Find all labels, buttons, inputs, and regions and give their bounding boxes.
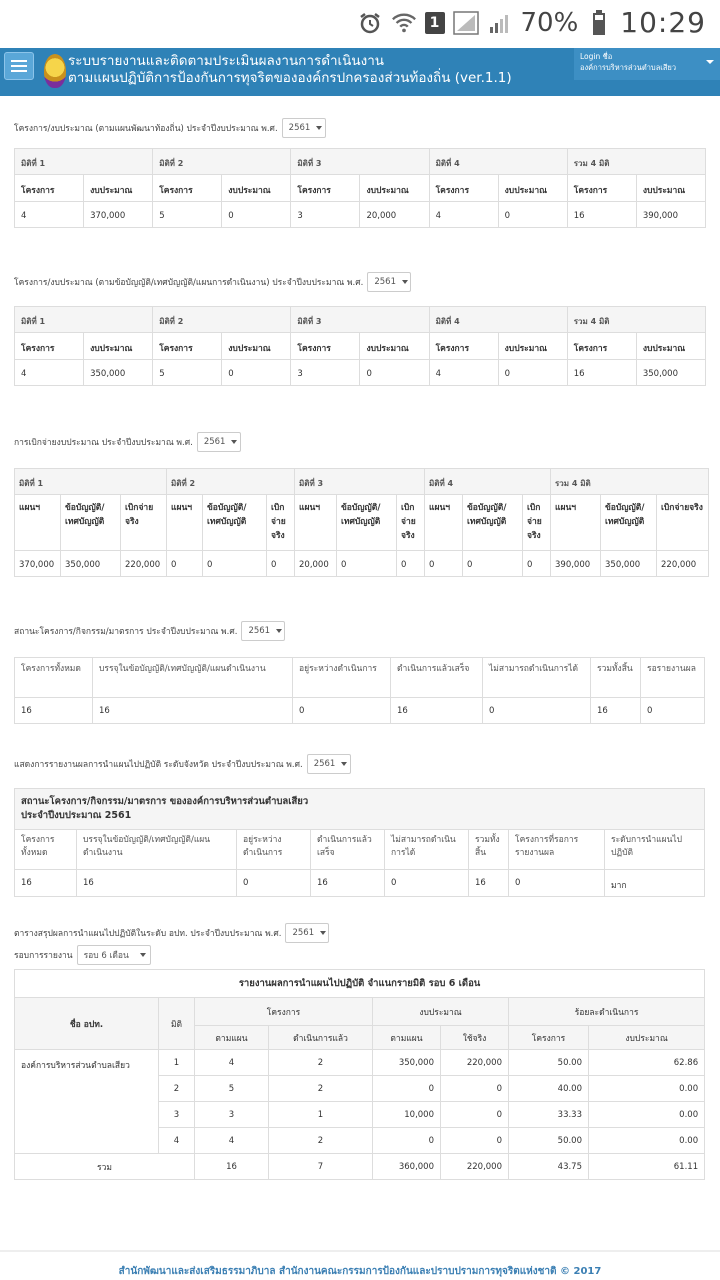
col-header: เบิกจ่ายจริง: [121, 495, 167, 551]
cell: 16: [567, 360, 636, 386]
cell: 220,000: [441, 1154, 509, 1180]
section6-year-select[interactable]: [285, 923, 329, 943]
col-header: โครงการ: [15, 175, 84, 202]
battery-icon: [586, 10, 612, 36]
summary-table: [14, 969, 705, 1180]
cell: 4: [15, 202, 84, 228]
col-header: ตามแผน: [195, 1026, 269, 1050]
login-label: Login ชื่อ: [580, 52, 613, 61]
cell: 0: [203, 551, 267, 577]
table-row: [15, 698, 705, 724]
col-header: โครงการ: [567, 333, 636, 360]
table-row: [15, 1050, 705, 1076]
col-header: โครงการ: [429, 333, 498, 360]
cell: 390,000: [551, 551, 601, 577]
col-header: ดำเนินการแล้วเสร็จ: [391, 658, 483, 698]
section3-year-select[interactable]: [197, 432, 241, 452]
cell: 0.00: [589, 1076, 705, 1102]
cell: 350,000: [61, 551, 121, 577]
col-header: เบิกจ่ายจริง: [267, 495, 295, 551]
caption-line1: สถานะโครงการ/กิจกรรม/มาตรการ ขององค์การบริหารส่วนตำบลเสียว: [21, 796, 309, 807]
cell: 0: [167, 551, 203, 577]
col-header: โครงการที่รอการรายงานผล: [509, 830, 605, 870]
section4-label: สถานะโครงการ/กิจกรรม/มาตรการ ประจำปีงบประมาณ พ.ศ.: [14, 627, 238, 637]
group-header: มิติที่ 1: [15, 149, 153, 175]
col-header: อยู่ระหว่างดำเนินการ: [293, 658, 391, 698]
cell: 61.11: [589, 1154, 705, 1180]
cell: 0: [509, 870, 605, 897]
caret-down-icon: [341, 762, 347, 766]
cell: 220,000: [657, 551, 709, 577]
cell: 0: [425, 551, 463, 577]
cell: 16: [195, 1154, 269, 1180]
section2-year-select[interactable]: [367, 272, 411, 292]
cell: 0: [523, 551, 551, 577]
cell: 16: [15, 698, 93, 724]
round-filter: [14, 945, 706, 965]
cell: 33.33: [509, 1102, 589, 1128]
cell: 350,000: [373, 1050, 441, 1076]
battery-percent: 70%: [520, 7, 579, 38]
year-value: 2561: [292, 928, 315, 938]
cell: 220,000: [121, 551, 167, 577]
section2-filter: [14, 272, 706, 292]
col-header: ระดับการนำแผนไปปฏิบัติ: [605, 830, 705, 870]
signal-2-icon: [487, 10, 513, 36]
section4-year-select[interactable]: [241, 621, 285, 641]
col-header: โครงการ: [153, 175, 222, 202]
col-header: ดำเนินการแล้ว: [269, 1026, 373, 1050]
total-row: [15, 1154, 705, 1180]
group-header: โครงการ: [195, 998, 373, 1026]
col-header: ไม่สามารถดำเนินการได้: [483, 658, 591, 698]
group-header: มิติที่ 2: [153, 149, 291, 175]
col-header: อยู่ระหว่างดำเนินการ: [237, 830, 311, 870]
cell: 4: [195, 1128, 269, 1154]
cell: 16: [567, 202, 636, 228]
section5-filter: [14, 754, 706, 774]
col-header: งบประมาณ: [360, 333, 429, 360]
cell: 4: [429, 202, 498, 228]
cell: 1: [269, 1102, 373, 1128]
cell: 370,000: [15, 551, 61, 577]
col-header: โครงการ: [15, 333, 84, 360]
cell: 2: [269, 1076, 373, 1102]
col-header: งบประมาณ: [222, 333, 291, 360]
group-header: มิติที่ 2: [153, 307, 291, 333]
col-header: บรรจุในข้อบัญญัติ/เทศบัญญัติ/แผนดำเนินงาน: [93, 658, 293, 698]
col-header: โครงการทั้งหมด: [15, 658, 93, 698]
cell: 220,000: [441, 1050, 509, 1076]
group-header: มิติที่ 2: [167, 469, 295, 495]
table-row: [15, 202, 706, 228]
cell: 16: [15, 870, 77, 897]
cell: 0: [293, 698, 391, 724]
cell: 20,000: [360, 202, 429, 228]
cell: 40.00: [509, 1076, 589, 1102]
summary-table-title: รายงานผลการนำแผนไปปฏิบัติ จำแนกรายมิติ รอบ 6 เดือน: [15, 970, 705, 998]
round-select[interactable]: [77, 945, 151, 965]
cell: 0: [337, 551, 397, 577]
cell: 0.00: [589, 1102, 705, 1128]
caret-down-icon: [320, 931, 326, 935]
cell: 3: [195, 1102, 269, 1128]
alarm-icon: [357, 10, 383, 36]
cell: 0: [441, 1128, 509, 1154]
table-caption: [15, 789, 705, 830]
col-header: งบประมาณ: [636, 333, 705, 360]
cell: 370,000: [84, 202, 153, 228]
org-name-cell: องค์การบริหารส่วนตำบลเสียว: [15, 1050, 159, 1154]
col-header: ตามแผน: [373, 1026, 441, 1050]
group-header: มิติที่ 3: [295, 469, 425, 495]
section2-table: [14, 306, 706, 386]
cell: 0: [385, 870, 469, 897]
col-header: แผนฯ: [295, 495, 337, 551]
cell: 0: [498, 202, 567, 228]
section2-label: โครงการ/งบประมาณ (ตามข้อบัญญัติ/เทศบัญญัติ/แผนการดำเนินงาน) ประจำปีงบประมาณ พ.ศ.: [14, 278, 364, 288]
group-header: งบประมาณ: [373, 998, 509, 1026]
col-header: งบประมาณ: [589, 1026, 705, 1050]
group-header: มิติที่ 3: [291, 307, 429, 333]
cell: 16: [77, 870, 237, 897]
section5-year-select[interactable]: [307, 754, 351, 774]
table-row: [15, 360, 706, 386]
cell: 2: [269, 1050, 373, 1076]
col-header: โครงการ: [429, 175, 498, 202]
section4-table: [14, 657, 705, 724]
year-value: 2561: [248, 626, 271, 636]
cell: 4: [159, 1128, 195, 1154]
app-header: [0, 48, 720, 96]
status-bar: [0, 0, 720, 48]
cell: 350,000: [636, 360, 705, 386]
col-header: แผนฯ: [425, 495, 463, 551]
cell: 0: [641, 698, 705, 724]
group-header: ร้อยละดำเนินการ: [509, 998, 705, 1026]
emblem-logo: [44, 54, 66, 88]
round-value: รอบ 6 เดือน: [83, 951, 129, 961]
section6-label: ตารางสรุปผลการนำแผนไปปฏิบัติในระดับ อปท. ประจำปีงบประมาณ พ.ศ.: [14, 929, 282, 939]
col-header: งบประมาณ: [222, 175, 291, 202]
menu-icon-bar: [11, 60, 27, 62]
year-value: 2561: [313, 759, 336, 769]
section3-label: การเบิกจ่ายงบประมาณ ประจำปีงบประมาณ พ.ศ.: [14, 438, 193, 448]
cell: 0: [441, 1102, 509, 1128]
col-header: บรรจุในข้อบัญญัติ/เทศบัญญัติ/แผนดำเนินงาน: [77, 830, 237, 870]
group-header: รวม 4 มิติ: [551, 469, 709, 495]
cell: 4: [15, 360, 84, 386]
cell: 10,000: [373, 1102, 441, 1128]
col-header: ข้อบัญญัติ/เทศบัญญัติ: [463, 495, 523, 551]
cell: 360,000: [373, 1154, 441, 1180]
cell: 0: [441, 1076, 509, 1102]
col-header: งบประมาณ: [498, 333, 567, 360]
col-header: แผนฯ: [167, 495, 203, 551]
cell: 50.00: [509, 1128, 589, 1154]
col-header: งบประมาณ: [360, 175, 429, 202]
year-value: 2561: [288, 123, 311, 133]
cell: 16: [311, 870, 385, 897]
col-header: แผนฯ: [551, 495, 601, 551]
login-org: องค์การบริหารส่วนตำบลเสียว: [580, 63, 677, 72]
cell: 350,000: [601, 551, 657, 577]
cell: 0.00: [589, 1128, 705, 1154]
cell: 390,000: [636, 202, 705, 228]
cell: 16: [391, 698, 483, 724]
col-header: รวมทั้งสิ้น: [591, 658, 641, 698]
col-header: เบิกจ่ายจริง: [397, 495, 425, 551]
caret-down-icon: [316, 126, 322, 130]
cell: 4: [429, 360, 498, 386]
caret-down-icon: [276, 629, 282, 633]
cell: 0: [267, 551, 295, 577]
group-header: มิติที่ 4: [429, 307, 567, 333]
cell: 16: [93, 698, 293, 724]
caption-line2: ประจำปีงบประมาณ 2561: [21, 810, 132, 821]
cell: 0: [222, 360, 291, 386]
cell: 5: [153, 202, 222, 228]
cell: 20,000: [295, 551, 337, 577]
table-row: [15, 870, 705, 897]
round-label: รอบการรายงาน: [14, 951, 73, 961]
caret-down-icon: [706, 60, 714, 64]
group-header: รวม 4 มิติ: [567, 307, 705, 333]
col-header: รอรายงานผล: [641, 658, 705, 698]
caret-down-icon: [140, 953, 146, 957]
col-header: ใช้จริง: [441, 1026, 509, 1050]
col-header: งบประมาณ: [84, 175, 153, 202]
col-header: โครงการ: [291, 333, 360, 360]
group-header: มิติที่ 4: [429, 149, 567, 175]
col-header: โครงการ: [509, 1026, 589, 1050]
col-header: รวมทั้งสิ้น: [469, 830, 509, 870]
menu-icon-bar: [11, 65, 27, 67]
section1-table: [14, 148, 706, 228]
wifi-icon: [391, 10, 417, 36]
cell: 0: [483, 698, 591, 724]
cell: 1: [159, 1050, 195, 1076]
footer: สำนักพัฒนาและส่งเสริมธรรมาภิบาล สำนักงานคณะกรรมการป้องกันและปราบปรามการทุจริตแห่งชาติ © 2017: [0, 1250, 720, 1279]
group-header: รวม 4 มิติ: [567, 149, 705, 175]
col-header: โครงการ: [153, 333, 222, 360]
section5-label: แสดงการรายงานผลการนำแผนไปปฏิบัติ ระดับจังหวัด ประจำปีงบประมาณ พ.ศ.: [14, 760, 303, 770]
section1-label: โครงการ/งบประมาณ (ตามแผนพัฒนาท้องถิ่น) ประจำปีงบประมาณ พ.ศ.: [14, 124, 278, 134]
cell: มาก: [605, 870, 705, 897]
col-header: โครงการ: [291, 175, 360, 202]
cell: 2: [159, 1076, 195, 1102]
cell: 3: [159, 1102, 195, 1128]
group-header: มิติที่ 1: [15, 469, 167, 495]
cell: 50.00: [509, 1050, 589, 1076]
col-header: ชื่อ อปท.: [15, 998, 159, 1050]
col-header: แผนฯ: [15, 495, 61, 551]
section1-filter: [14, 118, 706, 138]
col-header: เบิกจ่ายจริง: [657, 495, 709, 551]
login-dropdown[interactable]: [574, 48, 720, 80]
cell: 16: [469, 870, 509, 897]
app-title-line1: ระบบรายงานและติดตามประเมินผลงานการดำเนินงาน: [68, 53, 385, 69]
section6-filter: [14, 923, 706, 943]
cell: 0: [463, 551, 523, 577]
cell: 3: [291, 202, 360, 228]
cell: 0: [360, 360, 429, 386]
cell: 0: [373, 1128, 441, 1154]
group-header: มิติที่ 1: [15, 307, 153, 333]
clock: 10:29: [620, 6, 706, 39]
cell: 5: [195, 1076, 269, 1102]
cell: 0: [498, 360, 567, 386]
col-header: มิติ: [159, 998, 195, 1050]
col-header: ข้อบัญญัติ/เทศบัญญัติ: [601, 495, 657, 551]
menu-icon-bar: [11, 70, 27, 72]
cell: 7: [269, 1154, 373, 1180]
year-value: 2561: [374, 277, 396, 287]
cell: 0: [397, 551, 425, 577]
col-header: ดำเนินการแล้วเสร็จ: [311, 830, 385, 870]
cell: 4: [195, 1050, 269, 1076]
cell: 62.86: [589, 1050, 705, 1076]
sim-icon: 1: [425, 12, 445, 34]
cell: 16: [591, 698, 641, 724]
cell: 350,000: [84, 360, 153, 386]
col-header: งบประมาณ: [498, 175, 567, 202]
col-header: เบิกจ่ายจริง: [523, 495, 551, 551]
col-header: ไม่สามารถดำเนินการได้: [385, 830, 469, 870]
section3-table: [14, 468, 709, 577]
signal-icon: [453, 10, 479, 36]
section5-table: [14, 788, 705, 897]
col-header: งบประมาณ: [636, 175, 705, 202]
cell: 0: [237, 870, 311, 897]
section4-filter: [14, 621, 706, 641]
cell: 43.75: [509, 1154, 589, 1180]
col-header: ข้อบัญญัติ/เทศบัญญัติ: [337, 495, 397, 551]
cell: 0: [373, 1076, 441, 1102]
caret-down-icon: [402, 280, 408, 284]
app-title-line2: ตามแผนปฏิบัติการป้องกันการทุจริตขององค์กรปกครองส่วนท้องถิ่น (ver.1.1): [68, 70, 512, 86]
table-row: [15, 551, 709, 577]
col-header: โครงการ: [567, 175, 636, 202]
col-header: ข้อบัญญัติ/เทศบัญญัติ: [61, 495, 121, 551]
caret-down-icon: [231, 440, 237, 444]
cell: 2: [269, 1128, 373, 1154]
hamburger-menu-button[interactable]: [4, 52, 34, 80]
col-header: โครงการทั้งหมด: [15, 830, 77, 870]
total-label: รวม: [15, 1154, 195, 1180]
cell: 3: [291, 360, 360, 386]
cell: 5: [153, 360, 222, 386]
col-header: ข้อบัญญัติ/เทศบัญญัติ: [203, 495, 267, 551]
group-header: มิติที่ 4: [425, 469, 551, 495]
col-header: งบประมาณ: [84, 333, 153, 360]
year-value: 2561: [203, 437, 226, 447]
app-title: [68, 53, 512, 87]
section1-year-select[interactable]: [282, 118, 326, 138]
section3-filter: [14, 432, 706, 452]
cell: 0: [222, 202, 291, 228]
group-header: มิติที่ 3: [291, 149, 429, 175]
